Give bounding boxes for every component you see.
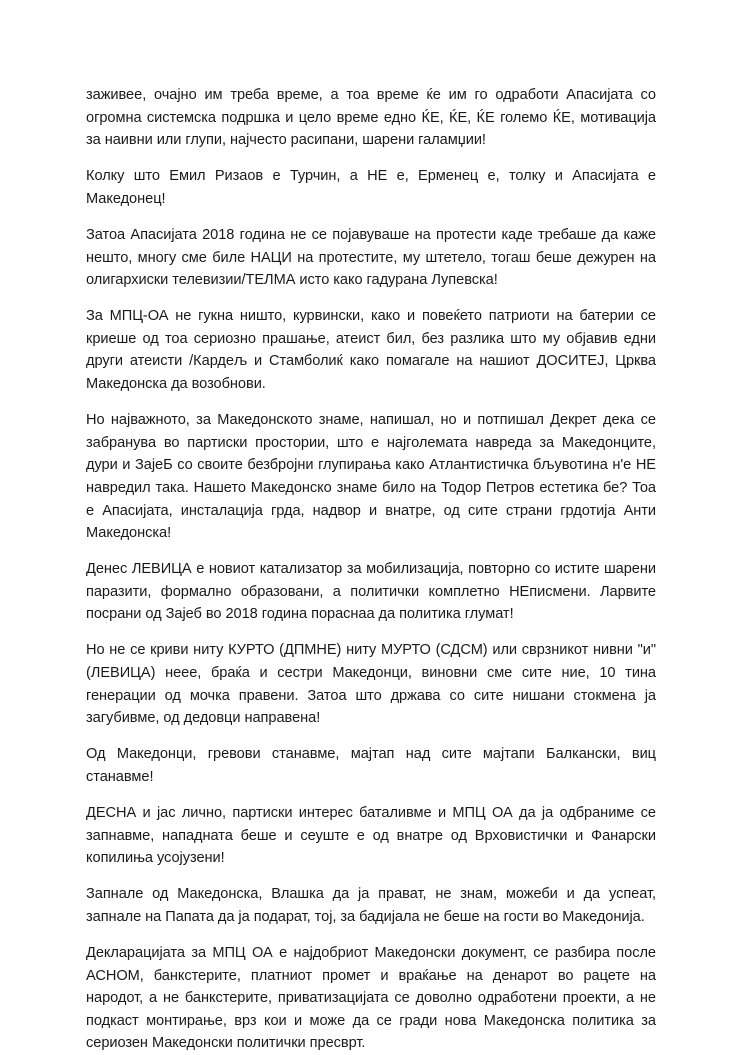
paragraph-8: Од Македонци, гревови станавме, мајтап над сите мајтапи Балкански, виц станавме!: [86, 746, 656, 785]
paragraph-10: Запнале од Македонска, Влашка да ја прават, не знам, можеби и да успеат, запнале на Папата да ја подарат, тој, за бадијала не беше на гости во Македонија.: [86, 886, 656, 925]
paragraph-4: За МПЦ-ОА не гукна ништо, курвински, како и повеќето патриоти на батерии се криеше од тоа сериозно прашање, атеист бил, без разлика што му објавив едни други атеисти /Кардељ и Стамболиќ како помагале на нашиот ДОСИТЕЈ, Црква Македонска да возобнови.: [86, 308, 656, 393]
paragraph-11: Декларацијата за МПЦ ОА е најдобриот Македонски документ, се разбира после АСНОМ, банкстерите, платниот промет и враќање на денарот во рацете на народот, а не банкстерите, приватизацијата се доволно одработени проекти, а не подкаст монтирање, врз кои и може да се гради нова Македонска политика за сериозен Македонски политички пресврт.: [86, 945, 656, 1052]
paragraph-1: заживее, очајно им треба време, а тоа време ќе им го одработи Апасијата со огромна системска подршка и цело време едно ЌЕ, ЌЕ, ЌЕ големо ЌЕ, мотивација за наивни или глупи, најчесто расипани, шарени галамџии!: [86, 87, 656, 149]
paragraph-6: Денес ЛЕВИЦА е новиот катализатор за мобилизација, повторно со истите шарени паразити, формално образовани, а политички комплетно НЕписмени. Ларвите посрани од Зајеб во 2018 година пораснаа да политика глумат!: [86, 561, 656, 623]
paragraph-5: Но најважното, за Македонското знаме, напишал, но и потпишал Декрет дека се забранува во партиски простории, што е најголемата навреда за Македонците, дури и ЗајеБ со своите безбројни глупирања како Атлантистичка бљувотина н'е НЕ навредил така. Нашето Македонско знаме било на Тодор Петров естетика бе? Тоа е Апасијата, инсталација грда, надвор и внатре, од сите страни грдотија Анти Македонска!: [86, 412, 656, 542]
paragraph-9: ДЕСНА и јас лично, партиски интерес баталивме и МПЦ ОА да ја одбраниме се запнавме, нападната беше и сеуште е од внатре од Врховистички и Фанарски копилиња усојузени!: [86, 805, 656, 867]
paragraph-3: Затоа Апасијата 2018 година не се појавуваше на протести каде требаше да каже нешто, многу сме биле НАЦИ на протестите, му штетело, тогаш беше дежурен на олигархиски телевизии/ТЕЛМА исто како гадурана Лупевска!: [86, 226, 656, 289]
paragraph-7: Но не се криви ниту КУРТО (ДПМНЕ) ниту МУРТО (СДСМ) или сврзникот нивни "и" (ЛЕВИЦА) неее, браќа и сестри Македонци, виновни сме сите ние, 10 тина генерации од мочка правени. Затоа што држава со сите нишани стокмена ја загубивме, од дедовци направена!: [86, 642, 656, 727]
document-page: [86, 84, 656, 1055]
paragraph-2: Колку што Емил Ризаов е Турчин, а НЕ е, Ерменец е, толку и Апасијата е Македонец!: [86, 168, 656, 207]
